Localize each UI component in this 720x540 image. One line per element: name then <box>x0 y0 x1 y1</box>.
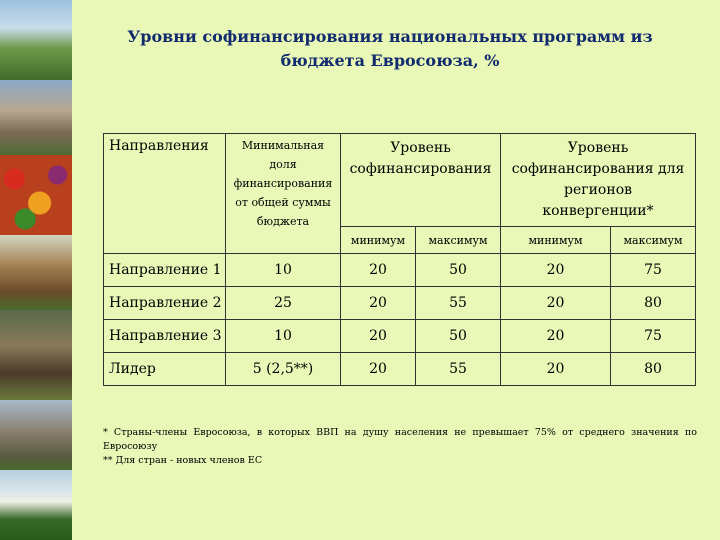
cell-conv-min: 20 <box>501 254 611 287</box>
cell-max: 55 <box>416 353 501 386</box>
table-row <box>104 320 696 353</box>
cell-min: 20 <box>341 254 416 287</box>
photo-turf-houses <box>0 470 72 540</box>
cell-conv-min: 20 <box>501 320 611 353</box>
table-row <box>104 287 696 320</box>
row-name: Направление 2 <box>104 287 226 320</box>
photo-rock-monastery <box>0 400 72 470</box>
decorative-photo-strip <box>0 0 72 540</box>
footnote-convergence: * Страны-члены Евросоюза, в которых ВВП на душу населения не превышает 75% от среднего значения по Евросоюзу <box>103 427 697 452</box>
cell-min-share: 10 <box>226 254 341 287</box>
title-line-2: бюджета Евросоюза, % <box>280 51 500 70</box>
title-line-1: Уровни софинансирования национальных программ из <box>127 27 653 46</box>
photo-cows <box>0 235 72 310</box>
cell-conv-max: 80 <box>611 287 696 320</box>
photo-alpine-meadow <box>0 0 72 80</box>
header-cofinancing-level: Уровень софинансирования <box>341 134 501 227</box>
cell-min: 20 <box>341 320 416 353</box>
cell-min: 20 <box>341 353 416 386</box>
table-row <box>104 353 696 386</box>
header-convergence-cofinancing: Уровень софинансирования для регионов конвергенции* <box>501 134 696 227</box>
cell-min-share: 10 <box>226 320 341 353</box>
row-name: Направление 3 <box>104 320 226 353</box>
header-direction: Направления <box>109 138 209 154</box>
cell-conv-max: 75 <box>611 254 696 287</box>
cell-conv-min: 20 <box>501 353 611 386</box>
cell-min-share: 5 (2,5**) <box>226 353 341 386</box>
cell-min: 20 <box>341 287 416 320</box>
header-conv-min: минимум <box>501 227 611 254</box>
cell-conv-max: 80 <box>611 353 696 386</box>
cofinancing-table <box>103 133 696 386</box>
cell-max: 55 <box>416 287 501 320</box>
header-max: максимум <box>416 227 501 254</box>
row-name: Лидер <box>104 353 226 386</box>
cell-max: 50 <box>416 320 501 353</box>
table-row <box>104 254 696 287</box>
photo-vegetables <box>0 155 72 235</box>
footnote-new-members: ** Для стран - новых членов ЕС <box>103 455 263 466</box>
cell-max: 50 <box>416 254 501 287</box>
row-name: Направление 1 <box>104 254 226 287</box>
page-title <box>80 25 700 73</box>
cell-conv-min: 20 <box>501 287 611 320</box>
header-min: минимум <box>341 227 416 254</box>
header-min-share: Минимальная доля финансирования от общей суммы бюджета <box>226 134 341 254</box>
footnotes <box>103 426 697 468</box>
header-conv-max: максимум <box>611 227 696 254</box>
cell-conv-max: 75 <box>611 320 696 353</box>
photo-village <box>0 80 72 155</box>
cell-min-share: 25 <box>226 287 341 320</box>
photo-old-mill <box>0 310 72 400</box>
